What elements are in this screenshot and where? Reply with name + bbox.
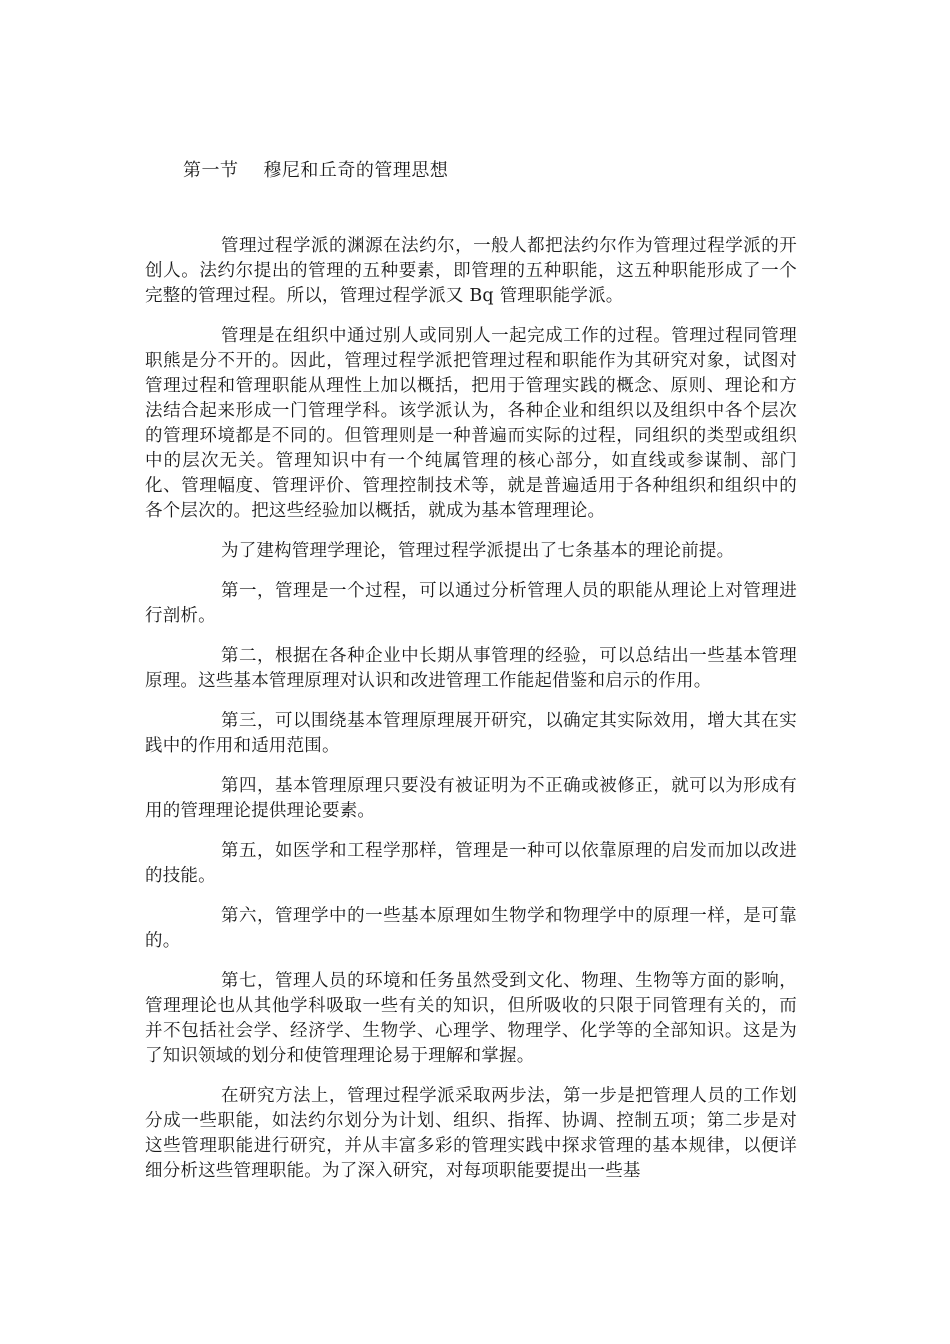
paragraph-1: 管理过程学派的渊源在法约尔，一般人都把法约尔作为管理过程学派的开创人。法约尔提出的管理的五种要素，即管理的五种职能，这五种职能形成了一个完整的管理过程。所以，管理过程学派又 Bq 管理职能学派。 <box>145 236 797 306</box>
section-heading: 第一节 穆尼和丘奇的管理思想 <box>183 160 449 181</box>
paragraph-11: 在研究方法上，管理过程学派采取两步法，第一步是把管理人员的工作划分成一些职能，如法约尔划分为计划、组织、指挥、协调、控制五项；第二步是对这些管理职能进行研究，并从丰富多彩的管理实践中探求管理的基本规律，以便详细分析这些管理职能。为了深入研究，对每项职能要提出一些基 <box>145 1086 797 1181</box>
paragraph-8: 第五，如医学和工程学那样，管理是一种可以依靠原理的启发而加以改进的技能。 <box>145 841 797 886</box>
paragraph-5: 第二，根据在各种企业中长期从事管理的经验，可以总结出一些基本管理原理。这些基本管理原理对认识和改进管理工作能起借鉴和启示的作用。 <box>145 646 797 691</box>
paragraph-6: 第三，可以围绕基本管理原理展开研究，以确定其实际效用，增大其在实践中的作用和适用范围。 <box>145 711 797 756</box>
paragraph-2: 管理是在组织中通过别人或同别人一起完成工作的过程。管理过程同管理职熊是分不开的。因此，管理过程学派把管理过程和职能作为其研究对象，试图对管理过程和管理职能从理性上加以概括，把用于管理实践的概念、原则、理论和方法结合起来形成一门管理学科。该学派认为，各种企业和组织以及组织中各个层次的管理环境都是不同的。但管理则是一种普遍而实际的过程，同组织的类型或组织中的层次无关。管理知识中有一个纯属管理的核心部分，如直线或参谋制、部门化、管理幅度、管理评价、管理控制技术等，就是普遍适用于各种组织和组织中的各个层次的。把这些经验加以概括，就成为基本管理理论。 <box>145 326 797 521</box>
paragraph-7: 第四，基本管理原理只要没有被证明为不正确或被修正，就可以为形成有用的管理理论提供理论要素。 <box>145 776 797 821</box>
paragraph-4: 第一，管理是一个过程，可以通过分析管理人员的职能从理论上对管理进行剖析。 <box>145 581 797 626</box>
paragraph-10: 第七，管理人员的环境和任务虽然受到文化、物理、生物等方面的影响，管理理论也从其他学科吸取一些有关的知识，但所吸收的只限于同管理有关的，而并不包括社会学、经济学、生物学、心理学、物理学、化学等的全部知识。这是为了知识领域的划分和使管理理论易于理解和掌握。 <box>145 971 797 1066</box>
paragraph-3: 为了建构管理学理论，管理过程学派提出了七条基本的理论前提。 <box>221 541 735 561</box>
paragraph-9: 第六，管理学中的一些基本原理如生物学和物理学中的原理一样，是可靠的。 <box>145 906 797 951</box>
body-text <box>145 234 797 1199</box>
